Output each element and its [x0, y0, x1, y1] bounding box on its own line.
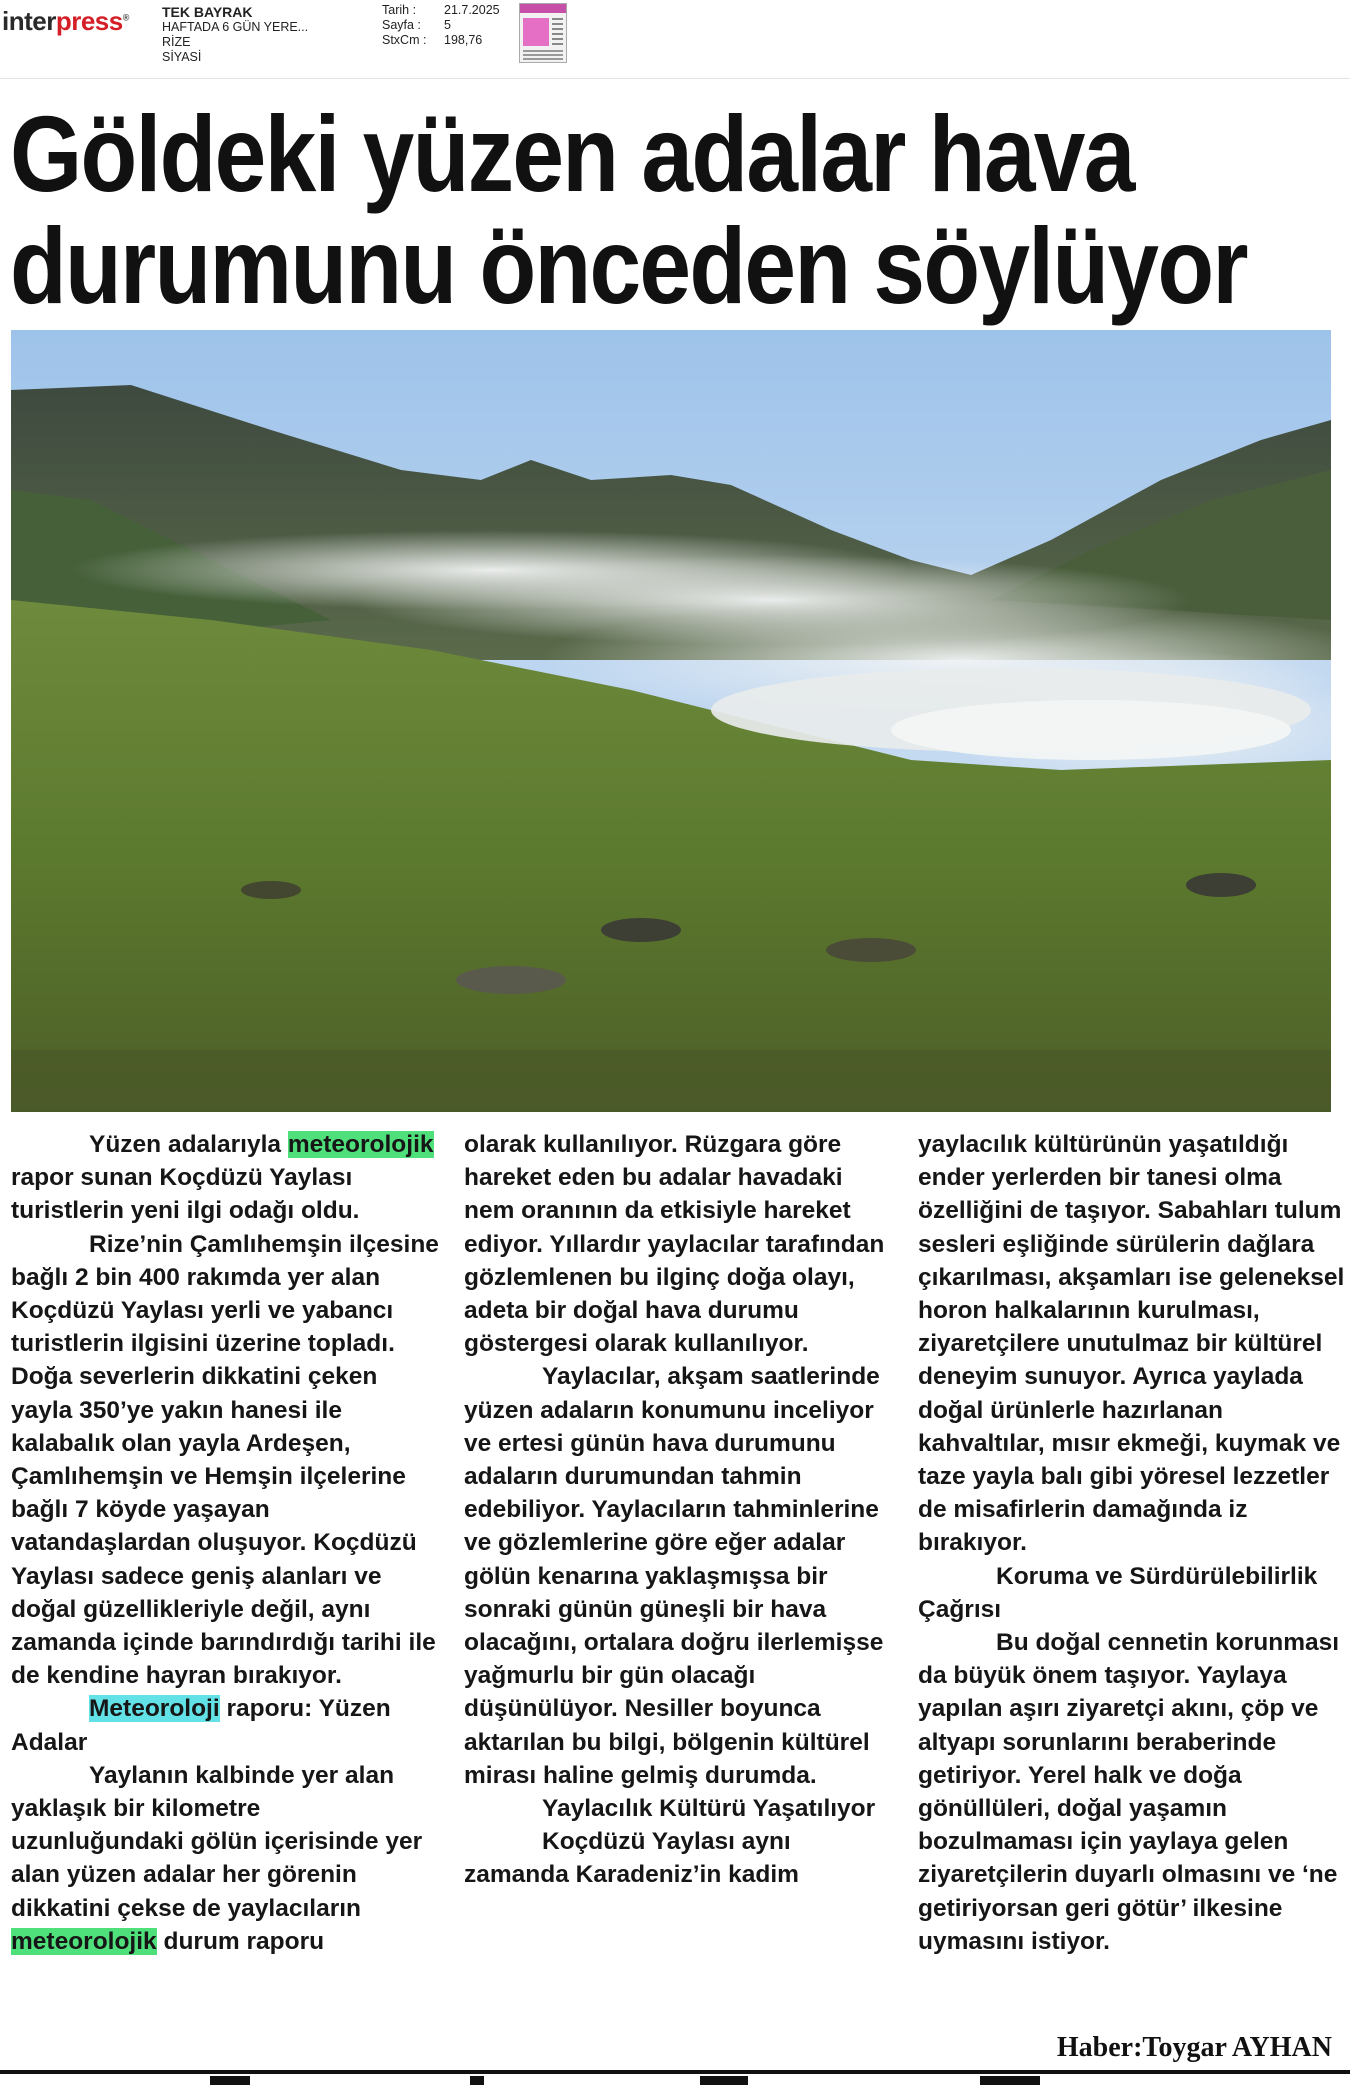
logo-text-press: press	[55, 6, 123, 36]
clipping-header	[0, 0, 1350, 80]
foggy-mountain-lake-photo	[11, 330, 1331, 1112]
header-divider	[0, 78, 1350, 79]
publication-category: SİYASİ	[162, 50, 202, 64]
page-value: 5	[444, 18, 451, 32]
text-span: Yüzen adalarıyla	[89, 1131, 282, 1158]
text-span: rapor sunan Koçdüzü Yaylası turistlerin yeni ilgi odağı oldu.	[11, 1164, 360, 1225]
headline-line-2: durumunu önceden söylüyor	[10, 205, 1247, 326]
article-column-2	[464, 1128, 892, 1892]
publication-city: RİZE	[162, 35, 191, 49]
logo-text-inter: inter	[2, 6, 56, 36]
subheading	[11, 1692, 439, 1758]
text-span: durum raporu	[156, 1927, 325, 1955]
highlighted-keyword: Meteoroloji	[89, 1695, 220, 1723]
paragraph: Koçdüzü Yaylası aynı zamanda Karadeniz’in kadim	[464, 1828, 799, 1889]
page-thumbnail[interactable]	[519, 3, 567, 63]
article-column-3	[918, 1128, 1346, 1958]
highlighted-keyword: meteorolojik	[11, 1927, 157, 1955]
publication-info	[162, 5, 308, 65]
publication-name: TEK BAYRAK	[162, 4, 253, 20]
clipping-meta	[382, 3, 500, 48]
subheading: Koruma ve Sürdürülebilirlik Çağrısı	[918, 1562, 1318, 1623]
subheading: Yaylacılık Kültürü Yaşatılıyor	[542, 1795, 876, 1823]
text-span: Yaylanın kalbinde yer alan yaklaşık bir kilometre uzunluğundaki gölün içerisinde yer alan yüzen adalar her görenin dikkatini çekse de yaylacıların	[11, 1761, 423, 1922]
paragraph	[11, 1759, 439, 1958]
paragraph	[11, 1128, 439, 1228]
publication-frequency: HAFTADA 6 GÜN YERE...	[162, 20, 309, 34]
paragraph: Yaylacılar, akşam saatlerinde yüzen adaların konumunu inceliyor ve ertesi günün hava durumunu adaların durumundan tahmin edebiliyor. Yaylacıların tahminlerine ve gözlemlerine göre eğer adalar gölün kenarına yaklaşmışsa bir sonraki günün güneşli bir hava olacağını, ortalara doğru ilerlemişse yağmurlu bir gün olacağı düşünülüyor. Nesiller boyunca aktarılan bu bilgi, bölgenin kültürel mirası haline gelmiş durumda.	[464, 1363, 884, 1789]
paragraph: Rize’nin Çamlıhemşin ilçesine bağlı 2 bin 400 rakımda yer alan Koçdüzü Yaylası yerli ve yabancı turistlerin ilgisini üzerine topladı. Doğa severlerin dikkatini çeken yayla 350’ye yakın hanesi ile kalabalık olan yayla Ardeşen, Çamlıhemşin ve Hemşin ilçelerine bağlı 7 köyde yaşayan vatandaşlardan oluşuyor. Koçdüzü Yaylası sadece geniş alanları ve doğal güzellikleriyle değil, aynı zamanda içinde barındırdığı tarihi ile de kendine hayran bırakıyor.	[11, 1230, 439, 1690]
page-label: Sayfa :	[382, 18, 421, 32]
cropped-next-article-fragment	[0, 2076, 1350, 2085]
highlighted-keyword: meteorolojik	[287, 1131, 434, 1158]
paragraph: yaylacılık kültürünün yaşatıldığı ender yerlerden bir tanesi olma özelliğini de taşıyor. Sabahları tulum sesleri eşliğinde sürülerin dağlara çıkarılması, akşamları ise geleneksel horon halkalarının kurulması, ziyaretçilere unutulmaz bir kültürel deneyim sunuyor. Ayrıca yaylada doğal ürünlerle hazırlanan kahvaltılar, mısır ekmeği, kuymak ve taze yayla balı gibi yöresel lezzetler de misafirlerin damağında iz bırakıyor.	[918, 1131, 1345, 1557]
article-column-1	[11, 1128, 439, 1958]
text-span: raporu: Yüzen Adalar	[11, 1695, 391, 1756]
article-headline	[10, 93, 1247, 326]
registered-mark: ®	[122, 12, 129, 23]
date-value: 21.7.2025	[444, 3, 500, 17]
date-label: Tarih :	[382, 3, 417, 17]
headline-line-1: Göldeki yüzen adalar hava	[10, 93, 1134, 214]
footer-divider	[0, 2070, 1350, 2074]
paragraph: olarak kullanılıyor. Rüzgara göre hareket eden bu adalar havadaki nem oranının da etkisiyle hareket ediyor. Yıllardır yaylacılar tarafından gözlemlenen bu ilginç doğa olayı, adeta bir doğal hava durumu göstergesi olarak kullanılıyor.	[464, 1131, 885, 1358]
interpress-logo	[2, 6, 129, 37]
stxcm-label: StxCm :	[382, 33, 427, 47]
article-byline: Haber:Toygar AYHAN	[1056, 2032, 1332, 2063]
stxcm-value: 198,76	[444, 33, 483, 47]
paragraph: Bu doğal cennetin korunması da büyük önem taşıyor. Yaylaya yapılan aşırı ziyaretçi akını, çöp ve altyapı sorunlarını beraberinde getiriyor. Yerel halk ve doğa gönüllüleri, doğal yaşamın bozulmaması için yaylaya gelen ziyaretçilerin duyarlı olmasını ve ‘ne getiriyorsan geri götür’ ilkesine uymasını istiyor.	[918, 1629, 1340, 1955]
